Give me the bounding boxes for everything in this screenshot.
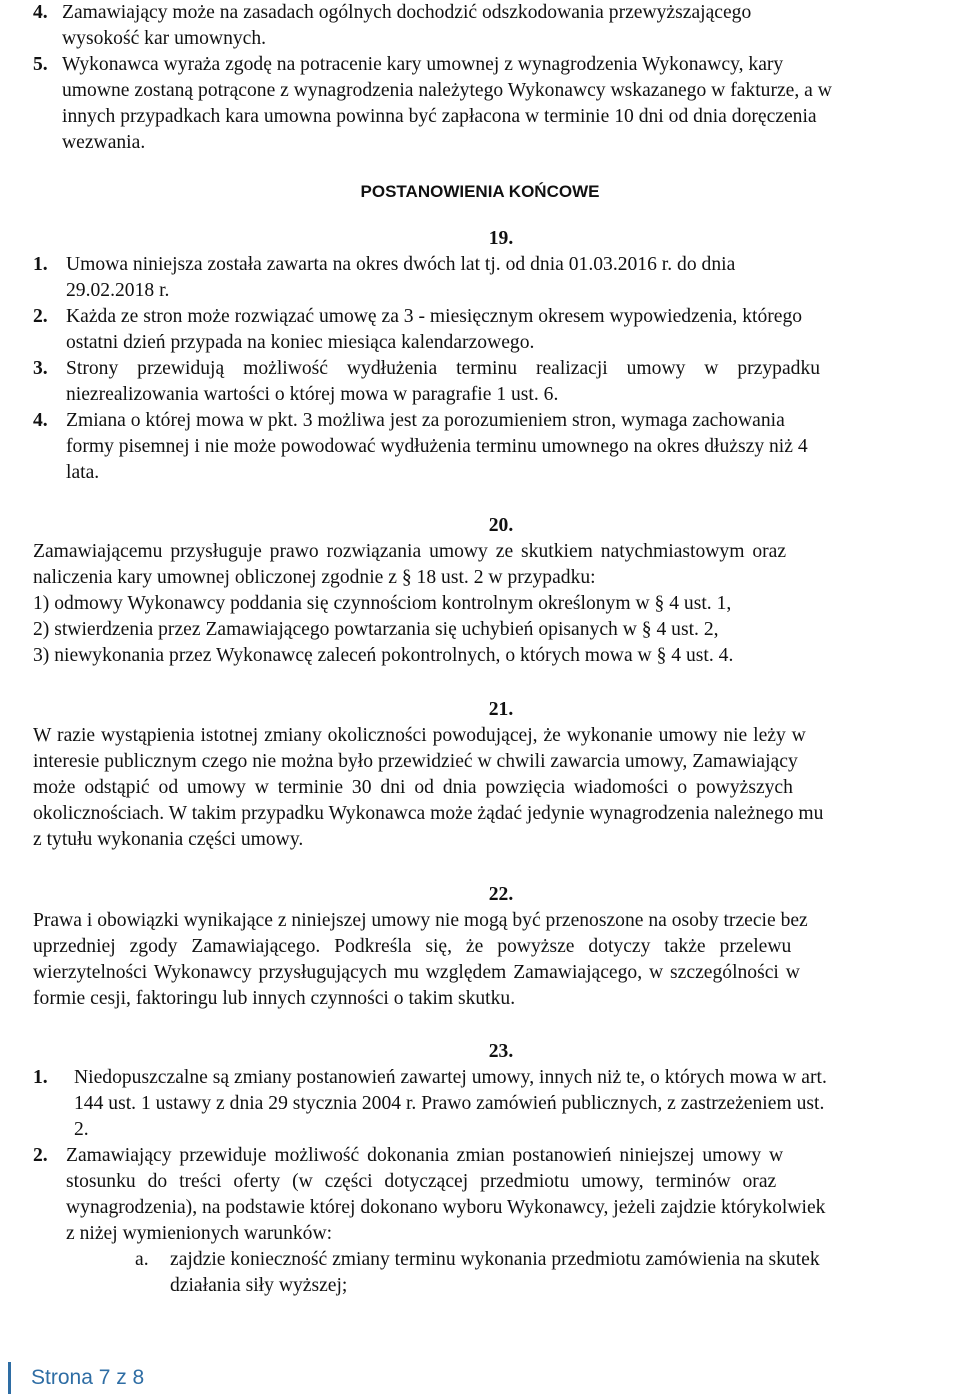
paragraph-line: 2) stwierdzenia przez Zamawiającego powtarzania się uchybień opisanych w § 4 ust. 2, <box>33 619 719 640</box>
page-number: Strona 7 z 8 <box>31 1366 145 1389</box>
paragraph-line: Umowa niniejsza została zawarta na okres dwóch lat tj. od dnia 01.03.2016 r. do dnia <box>66 254 736 275</box>
paragraph-line: lata. <box>66 462 100 483</box>
paragraph-line: zajdzie konieczność zmiany terminu wykonania przedmiotu zamówienia na skutek <box>170 1249 820 1270</box>
paragraph-line: Zamawiający przewiduje możliwość dokonania zmian postanowień niniejszej umowy w <box>66 1145 784 1166</box>
item-number: 1. <box>33 1067 48 1088</box>
paragraph-line: niezrealizowania wartości o której mowa w paragrafie 1 ust. 6. <box>66 384 559 405</box>
paragraph-line: formie cesji, faktoringu lub innych czynności o takim skutku. <box>33 988 516 1009</box>
page-footer <box>8 1362 144 1394</box>
paragraph-line: Zamawiającemu przysługuje prawo rozwiązania umowy ze skutkiem natychmiastowym oraz <box>33 541 787 562</box>
paragraph-line: ostatni dzień przypada na koniec miesiąca kalendarzowego. <box>66 332 535 353</box>
item-number: 2. <box>33 306 48 327</box>
paragraph-line: W razie wystąpienia istotnej zmiany okoliczności powodującej, że wykonanie umowy nie leży w <box>33 725 806 746</box>
paragraph-line: wysokość kar umownych. <box>62 28 267 49</box>
paragraph-line: Każda ze stron może rozwiązać umowę za 3 - miesięcznym okresem wypowiedzenia, którego <box>66 306 803 327</box>
paragraph-line: z tytułu wykonania części umowy. <box>33 829 304 850</box>
paragraph-line: naliczenia kary umownej obliczonej zgodnie z § 18 ust. 2 w przypadku: <box>33 567 596 588</box>
paragraph-line: 144 ust. 1 ustawy z dnia 29 stycznia 2004 r. Prawo zamówień publicznych, z zastrzeżeniem ust. <box>74 1093 825 1114</box>
paragraph-line: formy pisemnej i nie może powodować wydłużenia terminu umownego na okres dłuższy niż 4 <box>66 436 808 457</box>
paragraph-line: umowne zostaną potrącone z wynagrodzenia należytego Wykonawcy wskazanego w fakturze, a w <box>62 80 832 101</box>
paragraph-line: Niedopuszczalne są zmiany postanowień zawartej umowy, innych niż te, o których mowa w art. <box>74 1067 827 1088</box>
paragraph-line: 29.02.2018 r. <box>66 280 170 301</box>
paragraph-line: działania siły wyższej; <box>170 1275 348 1296</box>
paragraph-line: Prawa i obowiązki wynikające z niniejszej umowy nie mogą być przenoszone na osoby trzecie bez <box>33 910 808 931</box>
paragraph-line: Zmiana o której mowa w pkt. 3 możliwa jest za porozumieniem stron, wymaga zachowania <box>66 410 785 431</box>
list-marker: a. <box>135 1249 149 1270</box>
section-heading: POSTANOWIENIA KOŃCOWE <box>360 182 600 201</box>
section-number: 23. <box>488 1041 514 1062</box>
paragraph-line: stosunku do treści oferty (w części dotyczącej przedmiotu umowy, terminów oraz <box>66 1171 777 1192</box>
item-number: 3. <box>33 358 48 379</box>
paragraph-line: wezwania. <box>62 132 146 153</box>
section-number: 20. <box>488 515 514 536</box>
paragraph-line: z niżej wymienionych warunków: <box>66 1223 333 1244</box>
paragraph-line: może odstąpić od umowy w terminie 30 dni od dnia powzięcia wiadomości o powyższych <box>33 777 793 798</box>
paragraph-line: 2. <box>74 1119 89 1140</box>
item-number: 5. <box>33 54 48 75</box>
item-number: 2. <box>33 1145 48 1166</box>
paragraph-line: wierzytelności Wykonawcy przysługujących mu względem Zamawiającego, w szczególności w <box>33 962 800 983</box>
section-number: 22. <box>488 884 514 905</box>
section-number: 19. <box>488 228 514 249</box>
item-number: 1. <box>33 254 48 275</box>
paragraph-line: Zamawiający może na zasadach ogólnych dochodzić odszkodowania przewyższającego <box>62 2 752 23</box>
paragraph-line: innych przypadkach kara umowna powinna być zapłacona w terminie 10 dni od dnia doręczenia <box>62 106 817 127</box>
paragraph-line: okolicznościach. W takim przypadku Wykonawca może żądać jedynie wynagrodzenia należnego mu <box>33 803 824 824</box>
paragraph-line: Wykonawca wyraża zgodę na potracenie kary umownej z wynagrodzenia Wykonawcy, kary <box>62 54 784 75</box>
item-number: 4. <box>33 2 48 23</box>
section-number: 21. <box>488 699 514 720</box>
paragraph-line: wynagrodzenia), na podstawie której dokonano wyboru Wykonawcy, jeżeli zajdzie którykolwiek <box>66 1197 826 1218</box>
paragraph-line: 3) niewykonania przez Wykonawcę zaleceń pokontrolnych, o których mowa w § 4 ust. 4. <box>33 645 734 666</box>
footer-accent-bar <box>8 1362 11 1394</box>
paragraph-line: interesie publicznym czego nie można było przewidzieć w chwili zawarcia umowy, Zamawiający <box>33 751 798 772</box>
paragraph-line: uprzedniej zgody Zamawiającego. Podkreśla się, że powyższe dotyczy także przelewu <box>33 936 792 957</box>
item-number: 4. <box>33 410 48 431</box>
paragraph-line: 1) odmowy Wykonawcy poddania się czynnościom kontrolnym określonym w § 4 ust. 1, <box>33 593 732 614</box>
paragraph-line: Strony przewidują możliwość wydłużenia terminu realizacji umowy w przypadku <box>66 358 821 379</box>
